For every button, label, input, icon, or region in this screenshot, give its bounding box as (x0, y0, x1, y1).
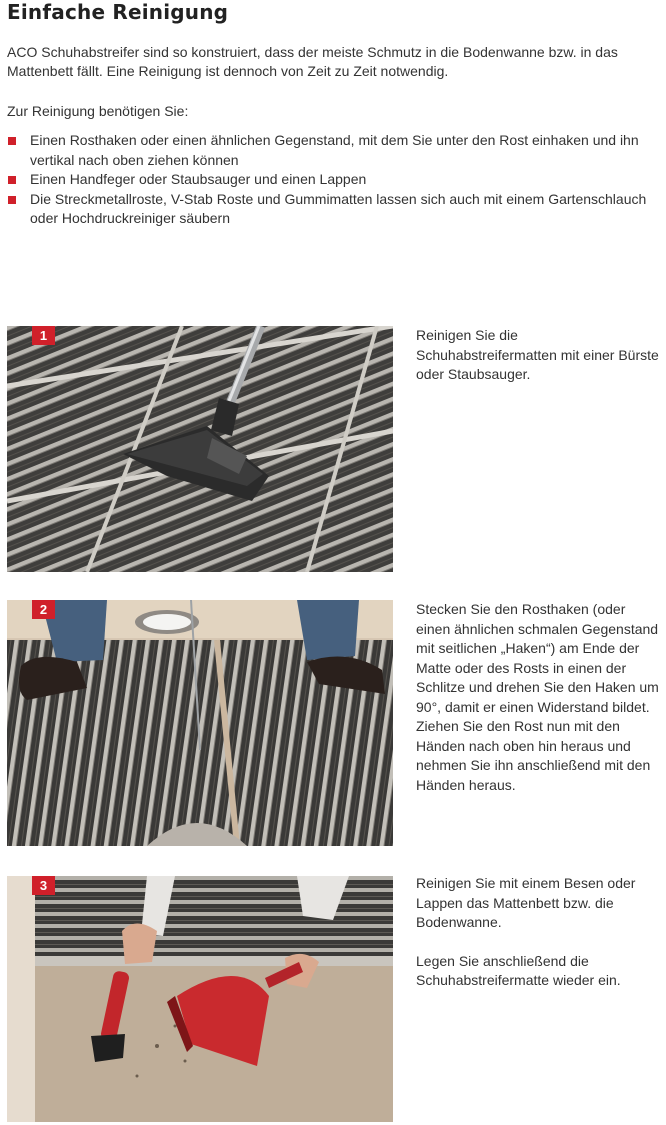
list-item (7, 131, 662, 170)
step-3-photo-sweeping-mat-bed (7, 876, 393, 1122)
requirements-label: Zur Reinigung benötigen Sie: (7, 103, 189, 119)
step-1-description (416, 326, 662, 385)
list-item-text: Einen Rosthaken oder einen ähnlichen Gegenstand, mit dem Sie unter den Rost einhaken und ihn vertikal nach oben ziehen können (30, 132, 639, 168)
red-square-bullet-icon (8, 176, 16, 184)
list-item-text: Einen Handfeger oder Staubsauger und einen Lappen (30, 171, 367, 187)
requirements-list (7, 131, 662, 229)
step-paragraph: Reinigen Sie mit einem Besen oder Lappen das Mattenbett bzw. die Bodenwanne. (416, 875, 636, 930)
step-number-badge: 1 (32, 326, 55, 345)
step-1-photo-vacuuming-mat (7, 326, 393, 572)
grate-hook-illustration (7, 600, 393, 846)
step-number-badge: 3 (32, 876, 55, 895)
step-number-badge: 2 (32, 600, 55, 619)
step-paragraph: Reinigen Sie die Schuhabstreifermatten mit einer Bürste oder Staubsauger. (416, 327, 659, 382)
step-2-photo-lifting-grate (7, 600, 393, 846)
red-square-bullet-icon (8, 196, 16, 204)
red-square-bullet-icon (8, 137, 16, 145)
brush-dustpan-illustration (7, 876, 393, 1122)
page-title: Einfache Reinigung (7, 0, 229, 24)
list-item (7, 170, 662, 190)
vacuum-cleaner-illustration (7, 326, 393, 572)
list-item (7, 190, 662, 229)
list-item-text: Die Streckmetallroste, V-Stab Roste und Gummimatten lassen sich auch mit einem Gartenschlauch oder Hochdruckreiniger säubern (30, 190, 647, 226)
step-paragraph: Stecken Sie den Rosthaken (oder einen ähnlichen schmalen Gegenstand mit seitlichen „Haken“) am Ende der Matte oder des Rosts in einen der Schlitze und drehen Sie den Haken um 90°, damit er einen Widerstand bildet. Ziehen Sie den Rost nun mit den Händen nach oben hin heraus und nehmen Sie ihn anschließend mit den Händen heraus. (416, 601, 659, 793)
step-paragraph: Legen Sie anschließend die Schuhabstreifermatte wieder ein. (416, 952, 621, 988)
step-3-description (416, 874, 662, 991)
intro-paragraph: ACO Schuhabstreifer sind so konstruiert, dass der meiste Schmutz in die Bodenwanne bzw. in das Mattenbett fällt. Eine Reinigung ist dennoch von Zeit zu Zeit notwendig. (7, 44, 618, 79)
step-2-description (416, 600, 662, 795)
